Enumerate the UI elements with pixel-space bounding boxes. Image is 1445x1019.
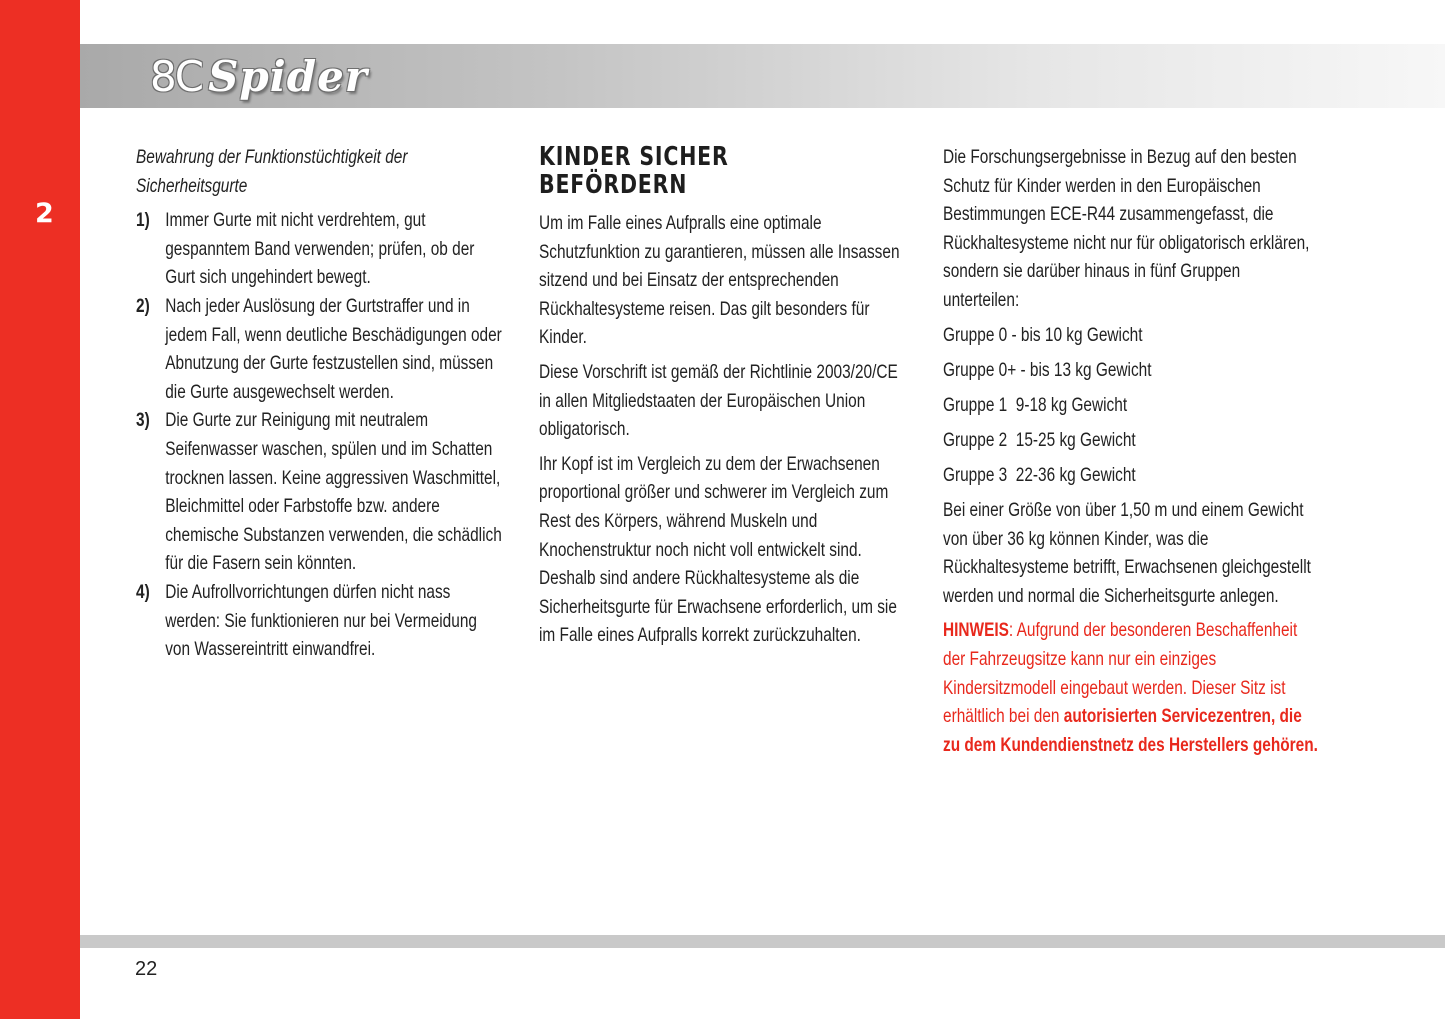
item-number: 2)	[136, 294, 150, 317]
paragraph: Um im Falle eines Aufpralls eine optimale Schutzfunktion zu garantieren, müssen alle Insassen sitzend und bei Einsatz der entsprechenden Rückhaltesysteme reisen. Das gilt besonders für Kinder.	[539, 212, 900, 349]
column-child-safety	[539, 143, 906, 656]
item-text: Immer Gurte mit nicht verdrehtem, gut gespanntem Band verwenden; prüfen, ob der Gurt sich ungehindert bewegt.	[165, 209, 475, 289]
list-item	[136, 578, 503, 664]
brand-logo	[150, 44, 368, 108]
list-item	[136, 292, 503, 406]
column-ece-groups	[943, 143, 1318, 765]
group-item: Gruppe 0 - bis 10 kg Gewicht	[943, 323, 1143, 346]
paragraph: Diese Vorschrift ist gemäß der Richtlinie 2003/20/CE in allen Mitgliedstaaten der Europäischen Union obligatorisch.	[539, 360, 898, 441]
care-instructions-list	[136, 206, 503, 664]
column-seatbelt-care	[136, 143, 503, 664]
group-item: Gruppe 1 9-18 kg Gewicht	[943, 393, 1128, 416]
logo-model-name: Spider	[208, 51, 368, 101]
page-number: 22	[135, 958, 158, 980]
item-text: Nach jeder Auslösung der Gurtstraffer und in jedem Fall, wenn deutliche Beschädigungen oder Abnutzung der Gurte festzustellen sind, müssen die Gurte ausgewechselt werden.	[165, 294, 502, 403]
chapter-number: 2	[35, 198, 54, 229]
group-item: Gruppe 0+ - bis 13 kg Gewicht	[943, 358, 1152, 381]
item-text: Die Gurte zur Reinigung mit neutralem Seifenwasser waschen, spülen und im Schatten trocknen lassen. Keine aggressiven Waschmittel, Bleichmittel oder Farbstoffe bzw. andere chemische Substanzen verwenden, die schädlich für die Fasern sein könnten.	[165, 409, 502, 575]
section-heading: KINDER SICHER BEFÖRDERN	[539, 142, 729, 200]
logo-model-code: 8C	[150, 51, 203, 101]
group-item: Gruppe 2 15-25 kg Gewicht	[943, 428, 1136, 451]
warning-note	[943, 616, 1318, 759]
item-number: 1)	[136, 209, 150, 232]
item-number: 4)	[136, 580, 150, 603]
paragraph: Die Forschungsergebnisse in Bezug auf den besten Schutz für Kinder werden in den Europäischen Bestimmungen ECE-R44 zusammengefasst, die Rückhaltesysteme nicht nur für obligatorisch erklären, sondern sie darüber hinaus in fünf Gruppen unterteilen:	[943, 146, 1310, 311]
paragraph: Bei einer Größe von über 1,50 m und einem Gewicht von über 36 kg können Kinder, was die Rückhaltesysteme betrifft, Erwachsenen gleichgestellt werden und normal die Sicherheitsgurte anlegen.	[943, 499, 1311, 607]
paragraph: Ihr Kopf ist im Vergleich zu dem der Erwachsenen proportional größer und schwerer im Vergleich zum Rest des Körpers, während Muskeln und Knochenstruktur noch nicht voll entwickelt sind. Deshalb sind andere Rückhaltesysteme als die Sicherheitsgurte für Erwachsene erforderlich, um sie im Falle eines Aufpralls korrekt zurückzuhalten.	[539, 452, 897, 647]
item-number: 3)	[136, 409, 150, 432]
note-label: HINWEIS	[943, 619, 1009, 642]
note-text: : Aufgrund der besonderen Beschaffenheit der Fahrzeugsitze kann nur ein einziges Kindersitzmodell eingebaut werden. Dieser Sitz ist erhältlich bei den	[943, 619, 1298, 728]
item-text: Die Aufrollvorrichtungen dürfen nicht nass werden: Sie funktionieren nur bei Vermeidung von Wassereintritt einwandfrei.	[165, 580, 477, 661]
section-subtitle: Bewahrung der Funktionstüchtigkeit der Sicherheitsgurte	[136, 146, 408, 197]
list-item	[136, 406, 503, 578]
note-emphasis: autorisierten Servicezentren, die zu dem Kundendienstnetz des Herstellers gehören.	[943, 705, 1318, 756]
list-item	[136, 206, 503, 292]
group-item: Gruppe 3 22-36 kg Gewicht	[943, 463, 1136, 486]
chapter-sidebar	[0, 0, 80, 1019]
footer-band	[80, 935, 1445, 948]
